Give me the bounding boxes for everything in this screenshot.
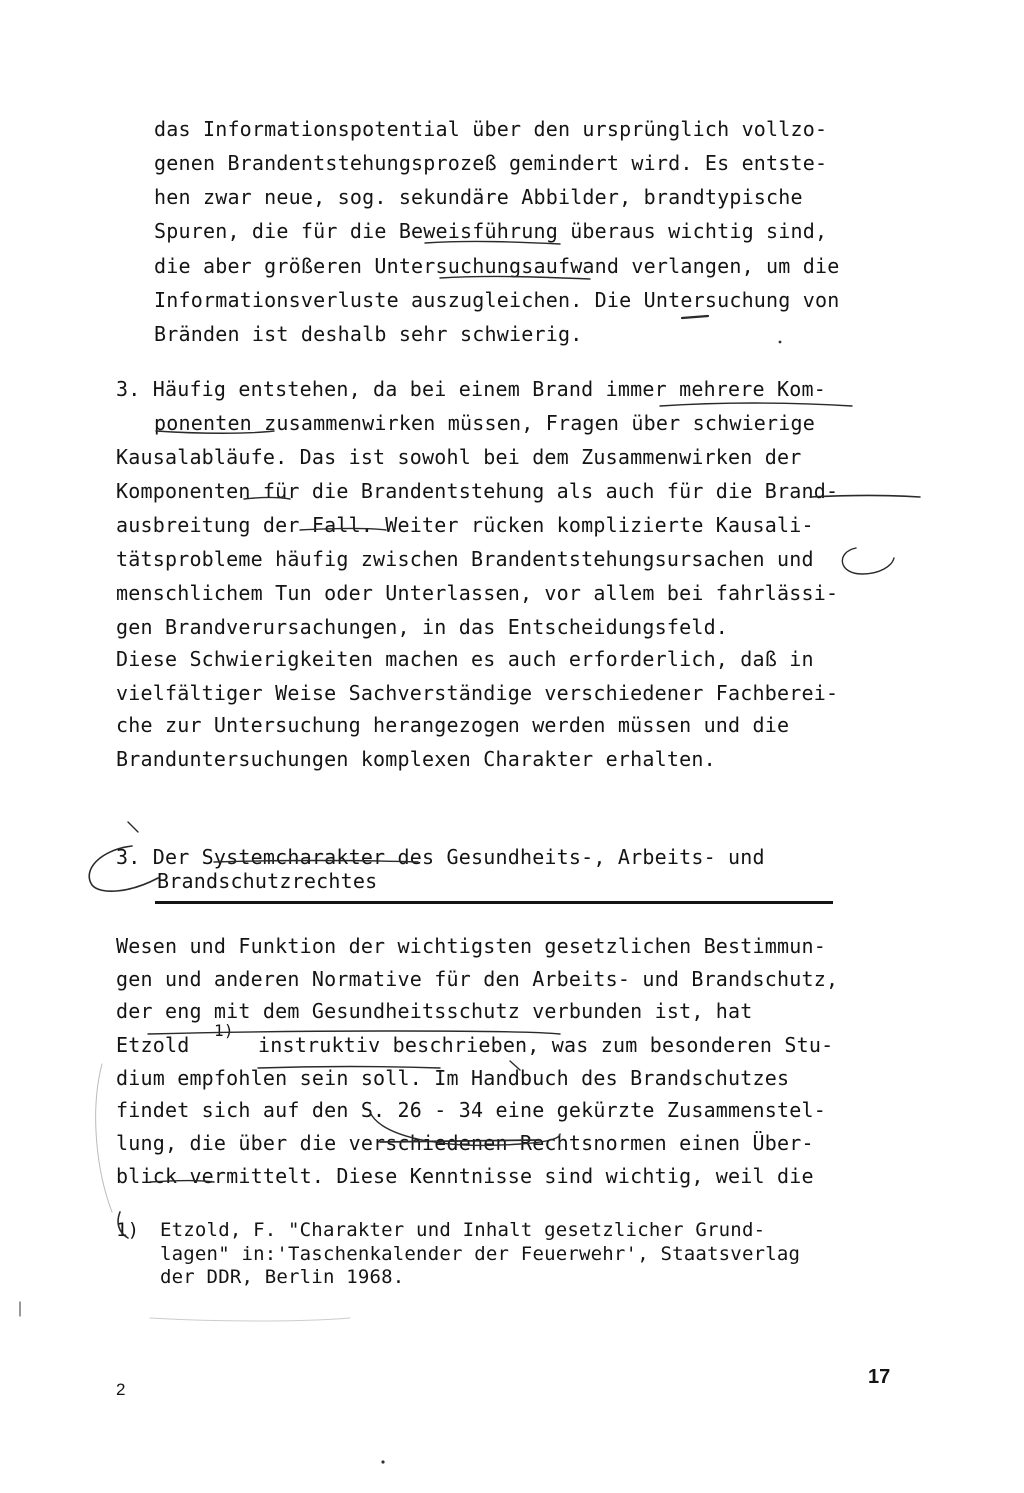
pencil-mark [682, 316, 708, 318]
footnote-line: Etzold, F. "Charakter und Inhalt gesetzlicher Grund- [160, 1219, 766, 1241]
ink-dot [779, 341, 782, 344]
pencil-strikethrough [380, 1140, 540, 1142]
text-line: findet sich auf den S. 26 - 34 eine gekürzte Zusammenstel- [116, 1098, 826, 1122]
text-line: Etzold [116, 1033, 190, 1057]
pencil-underline [150, 1181, 214, 1183]
pencil-circle [842, 548, 894, 574]
text-line: die aber größeren Untersuchungsaufwand verlangen, um die [154, 254, 840, 278]
text-line: tätsprobleme häufig zwischen Brandentstehungsursachen und [116, 547, 814, 571]
text-line: 3. Häufig entstehen, da bei einem Brand immer mehrere Kom- [116, 377, 826, 401]
pencil-underline [244, 498, 290, 500]
heading-line: 3. Der Systemcharakter des Gesundheits-, Arbeits- und [116, 845, 765, 869]
pencil-faint-line [150, 1318, 350, 1321]
text-line: che zur Untersuchung herangezogen werden müssen und die [116, 713, 790, 737]
sheet-number: 2 [116, 1380, 126, 1399]
pencil-underline [258, 1067, 440, 1069]
pencil-underline [156, 431, 274, 433]
pencil-bracket [118, 1212, 128, 1238]
footnote-line: lagen" in:'Taschenkalender der Feuerwehr', Staatsverlag [160, 1243, 801, 1265]
text-line: Branduntersuchungen komplexen Charakter erhalten. [116, 747, 716, 771]
text-line: ponenten zusammenwirken müssen, Fragen über schwierige [154, 411, 816, 435]
text-line: Kausalabläufe. Das ist sowohl bei dem Zusammenwirken der [116, 445, 802, 469]
text-line: hen zwar neue, sog. sekundäre Abbilder, brandtypische [154, 185, 803, 209]
text-line: ausbreitung der Fall. Weiter rücken komplizierte Kausali- [116, 513, 814, 537]
text-line: Komponenten für die Brandentstehung als auch für die Brand- [116, 479, 839, 503]
text-line: Informationsverluste auszugleichen. Die Untersuchung von [154, 288, 840, 312]
text-line: genen Brandentstehungsprozeß gemindert wird. Es entste- [154, 151, 828, 175]
pencil-underline [214, 861, 418, 863]
text-line: vielfältiger Weise Sachverständige verschiedener Fachberei- [116, 681, 839, 705]
text-line: lung, die über die verschiedenen Rechtsnormen einen Über- [116, 1131, 814, 1155]
footnote-marker: 1) [116, 1219, 140, 1241]
text-line: Diese Schwierigkeiten machen es auch erforderlich, daß in [116, 647, 814, 671]
text-line: Spuren, die für die Beweisführung überaus wichtig sind, [154, 219, 828, 243]
text-line: dium empfohlen sein soll. Im Handbuch des Brandschutzes [116, 1066, 790, 1090]
ink-dot [381, 1460, 384, 1463]
text-line: Wesen und Funktion der wichtigsten gesetzlichen Bestimmun- [116, 934, 826, 958]
pencil-underline [300, 529, 386, 531]
pencil-mark [128, 822, 138, 832]
pencil-mark [510, 1061, 520, 1070]
text-line: gen und anderen Normative für den Arbeits- und Brandschutz, [116, 967, 839, 991]
pencil-underline [148, 1031, 560, 1034]
pencil-underline [810, 496, 920, 498]
text-line: das Informationspotential über den ursprünglich vollzo- [154, 117, 828, 141]
footnote-reference: 1) [214, 1021, 234, 1040]
text-line: blick vermittelt. Diese Kenntnisse sind wichtig, weil die [116, 1164, 814, 1188]
text-line: menschlichem Tun oder Unterlassen, vor allem bei fahrlässi- [116, 581, 839, 605]
pencil-underline [440, 276, 590, 279]
text-line: gen Brandverursachungen, in das Entscheidungsfeld. [116, 615, 729, 639]
heading-line: Brandschutzrechtes [157, 869, 378, 893]
footnote-line: der DDR, Berlin 1968. [160, 1266, 405, 1288]
pencil-underline [660, 403, 852, 406]
pencil-underline [425, 241, 560, 244]
text-line: instruktiv beschrieben, was zum besonderen Stu- [258, 1033, 834, 1057]
pencil-faint-line [96, 1064, 112, 1212]
text-line: der eng mit dem Gesundheitsschutz verbunden ist, hat [116, 999, 753, 1023]
text-line: Bränden ist deshalb sehr schwierig. [154, 322, 583, 346]
page-number: 17 [868, 1366, 891, 1388]
pencil-bracket [89, 846, 158, 891]
